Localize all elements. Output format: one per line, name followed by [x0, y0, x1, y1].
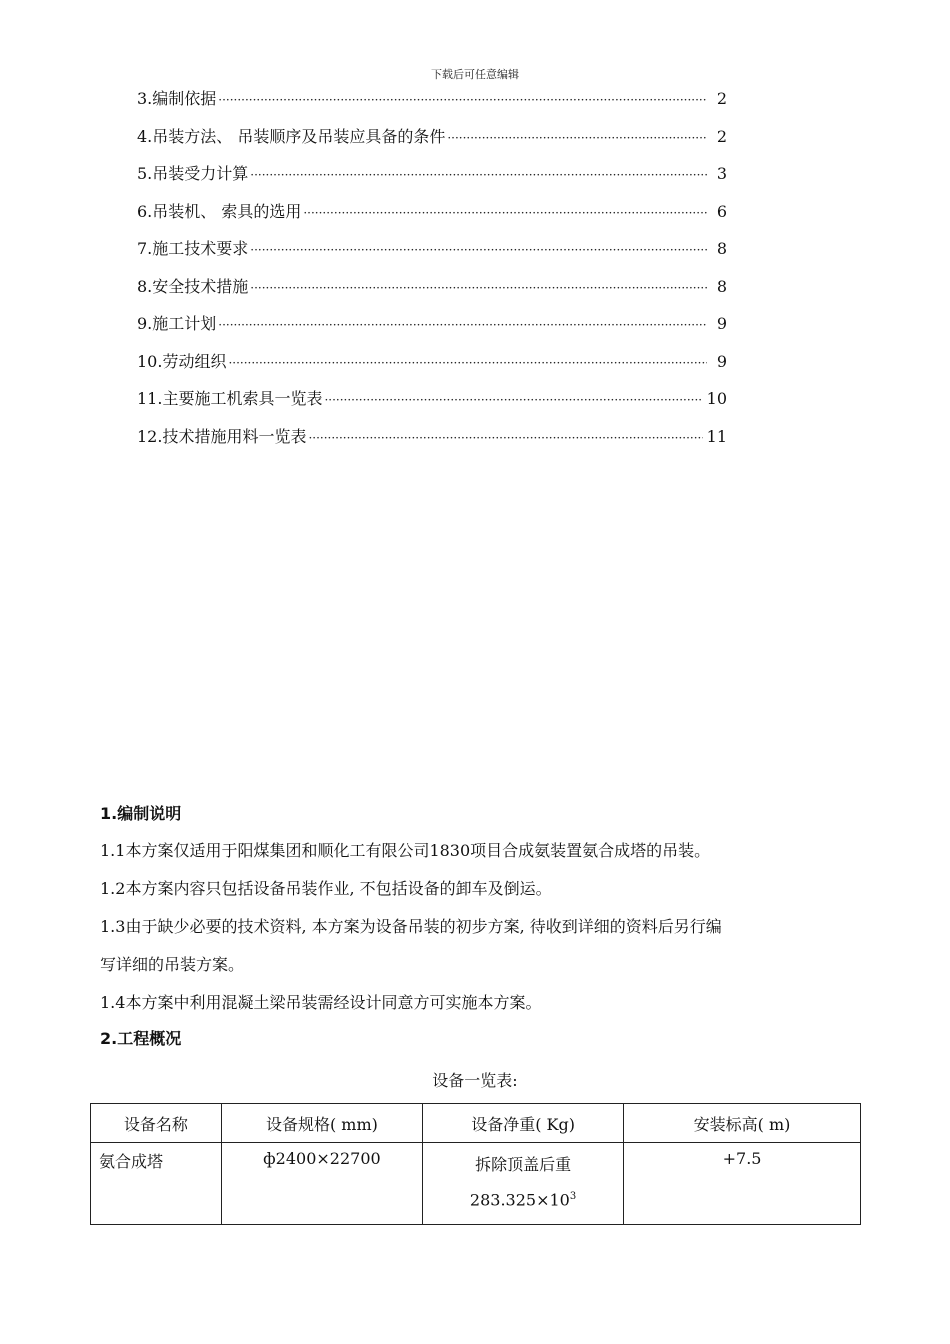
- section-1-heading: 1.编制说明: [100, 804, 182, 823]
- toc-entry[interactable]: [137, 155, 727, 193]
- toc-entry-page: 9: [716, 351, 727, 371]
- table-caption: 设备一览表:: [432, 1071, 518, 1090]
- table-of-contents: [137, 80, 727, 455]
- table-row: [91, 1143, 861, 1225]
- toc-entry-label: 8.安全技术措施: [137, 276, 249, 296]
- toc-leader-dots: [324, 382, 702, 420]
- toc-leader-dots: [218, 82, 707, 120]
- paragraph-1-2: 1.2本方案内容只包括设备吊装作业, 不包括设备的卸车及倒运。: [100, 879, 552, 898]
- toc-entry-label: 7.施工技术要求: [137, 239, 249, 258]
- toc-entry-page: 2: [716, 89, 727, 108]
- toc-entry[interactable]: [137, 343, 727, 381]
- column-header-spec: 设备规格( mm): [221, 1104, 422, 1143]
- toc-entry-page: 8: [716, 276, 727, 296]
- toc-leader-dots: [308, 420, 702, 458]
- table-header-row: [91, 1104, 861, 1143]
- toc-entry-label: 9.施工计划: [137, 314, 217, 333]
- paragraph-1-1: 1.1本方案仅适用于阳煤集团和顺化工有限公司1830项目合成氨装置氨合成塔的吊装。: [100, 841, 711, 860]
- toc-entry-label: 10.劳动组织: [137, 351, 227, 371]
- toc-entry[interactable]: [137, 305, 727, 343]
- toc-entry-page: 2: [716, 126, 727, 146]
- toc-leader-dots: [218, 307, 707, 345]
- column-header-name: 设备名称: [91, 1104, 222, 1143]
- toc-entry-label: 4.吊装方法、 吊装顺序及吊装应具备的条件: [137, 126, 446, 146]
- toc-leader-dots: [250, 270, 707, 308]
- toc-entry-page: 10: [706, 389, 727, 408]
- weight-base: 283.325×10: [469, 1190, 570, 1210]
- toc-entry[interactable]: [137, 380, 727, 418]
- paragraph-1-3b: 写详细的吊装方案。: [100, 955, 245, 974]
- toc-entry-label: 6.吊装机、 索具的选用: [137, 201, 302, 221]
- column-header-weight: 设备净重( Kg): [423, 1104, 624, 1143]
- toc-entry-page: 8: [716, 239, 727, 258]
- toc-entry-label: 12.技术措施用料一览表: [137, 426, 307, 446]
- header-note: 下载后可任意编辑: [431, 68, 519, 81]
- toc-entry-page: 3: [716, 164, 727, 183]
- weight-exponent: 3: [569, 1191, 577, 1202]
- paragraph-1-4: 1.4本方案中利用混凝土梁吊装需经设计同意方可实施本方案。: [100, 993, 542, 1012]
- toc-entry[interactable]: [137, 418, 727, 456]
- cell-equipment-weight: [423, 1143, 624, 1225]
- section-2-heading: 2.工程概况: [100, 1029, 182, 1048]
- equipment-table: [90, 1103, 861, 1225]
- weight-value: [424, 1181, 622, 1216]
- paragraph-1-3a: 1.3由于缺少必要的技术资料, 本方案为设备吊装的初步方案, 待收到详细的资料后另行编: [100, 917, 722, 936]
- column-header-elevation: 安装标高( m): [624, 1104, 861, 1143]
- toc-entry[interactable]: [137, 230, 727, 268]
- toc-entry-label: 5.吊装受力计算: [137, 164, 249, 183]
- toc-entry[interactable]: [137, 193, 727, 231]
- cell-equipment-spec: ф2400×22700: [221, 1143, 422, 1225]
- weight-note: 拆除顶盖后重: [475, 1155, 572, 1174]
- toc-leader-dots: [303, 195, 707, 233]
- toc-leader-dots: [228, 345, 707, 383]
- cell-equipment-name: 氨合成塔: [91, 1143, 222, 1225]
- section-1: [100, 796, 880, 1056]
- toc-entry[interactable]: [137, 118, 727, 156]
- toc-entry[interactable]: [137, 80, 727, 118]
- toc-entry-page: 9: [716, 314, 727, 333]
- toc-entry-page: 6: [716, 201, 727, 221]
- toc-entry-label: 11.主要施工机索具一览表: [137, 389, 323, 408]
- toc-entry-page: 11: [706, 426, 727, 446]
- toc-leader-dots: [447, 120, 707, 158]
- toc-entry-label: 3.编制依据: [137, 89, 217, 108]
- toc-leader-dots: [250, 232, 707, 270]
- toc-leader-dots: [250, 157, 707, 195]
- cell-install-elevation: +7.5: [624, 1143, 861, 1225]
- toc-entry[interactable]: [137, 268, 727, 306]
